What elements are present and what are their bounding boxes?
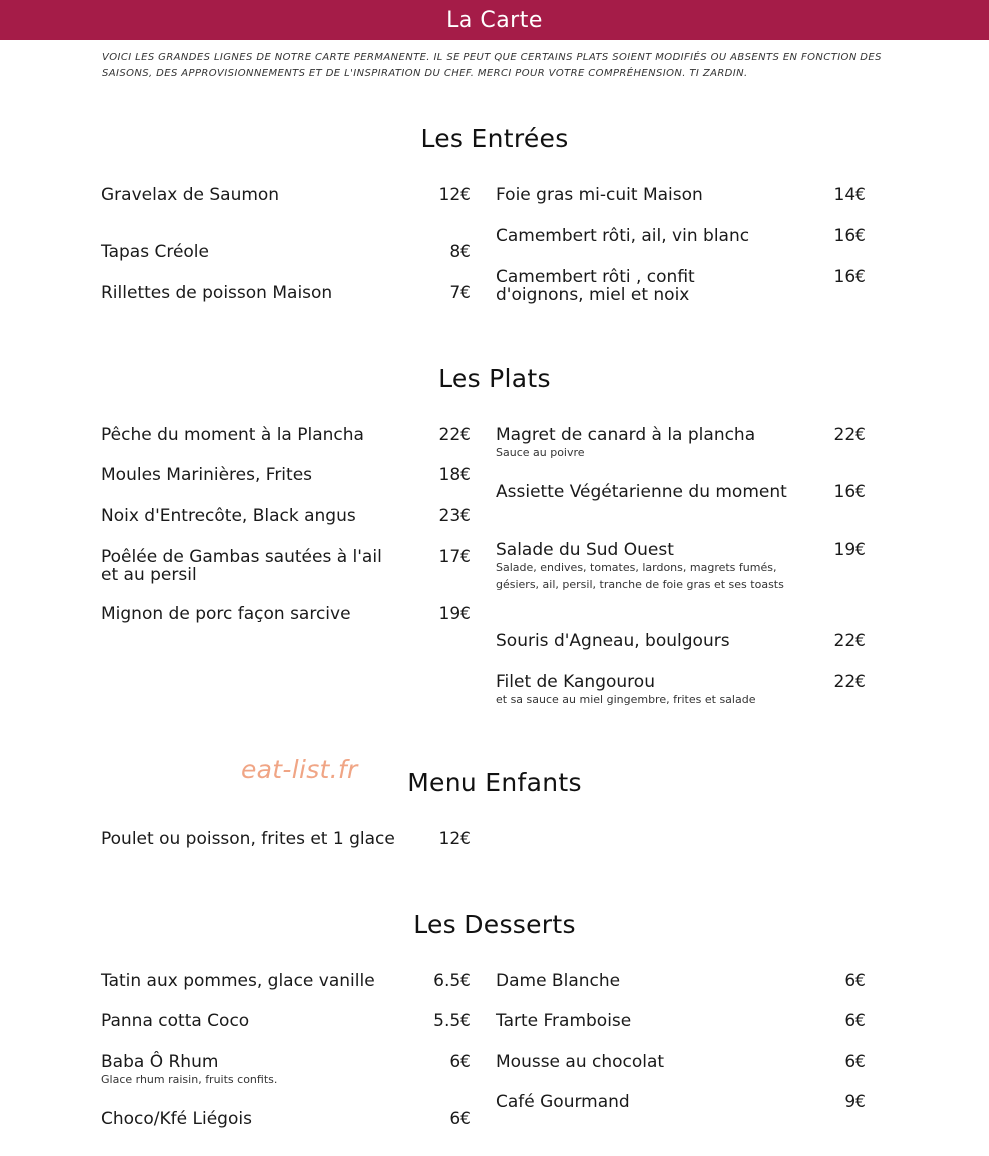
item-price: 14€	[833, 185, 866, 205]
item-price: 23€	[438, 506, 471, 526]
item-price: 22€	[833, 672, 866, 692]
item-name: Pêche du moment à la Plancha	[101, 425, 364, 445]
item-description: Sauce au poivre	[496, 446, 585, 459]
menu-item	[101, 466, 401, 484]
item-name: Tarte Framboise	[496, 1011, 632, 1031]
item-name: Camembert rôti , confit d'oignons, miel et noix	[496, 267, 695, 305]
menu-item	[496, 632, 796, 650]
item-description: Glace rhum raisin, fruits confits.	[101, 1073, 278, 1086]
section-title-entrees: Les Entrées	[420, 124, 569, 153]
item-name: Poêlée de Gambas sautées à l'ail et au persil	[101, 547, 382, 585]
item-price: 6€	[449, 1052, 471, 1072]
item-price: 12€	[438, 185, 471, 205]
menu-item	[101, 426, 401, 444]
item-price: 18€	[438, 465, 471, 485]
item-price: 6€	[844, 971, 866, 991]
item-price: 22€	[833, 425, 866, 445]
item-name: Salade du Sud Ouest	[496, 540, 674, 560]
menu-item	[496, 1053, 796, 1071]
item-price: 22€	[833, 631, 866, 651]
menu-header-banner	[0, 0, 989, 40]
item-price: 22€	[438, 425, 471, 445]
item-name: Foie gras mi-cuit Maison	[496, 185, 703, 205]
watermark-logo: eat-list.fr	[241, 755, 358, 784]
item-name: Tapas Créole	[101, 242, 209, 262]
item-price: 16€	[833, 482, 866, 502]
item-price: 19€	[438, 604, 471, 624]
item-price: 6€	[449, 1109, 471, 1129]
menu-item	[101, 830, 401, 848]
menu-item	[101, 186, 401, 204]
item-price: 16€	[833, 226, 866, 246]
menu-item	[101, 1053, 401, 1088]
item-price: 6€	[844, 1052, 866, 1072]
menu-item	[101, 284, 401, 302]
item-name: Café Gourmand	[496, 1092, 630, 1112]
item-name: Souris d'Agneau, boulgours	[496, 631, 730, 651]
menu-item	[496, 483, 796, 501]
item-name: Gravelax de Saumon	[101, 185, 280, 205]
menu-item	[101, 507, 401, 525]
section-title-enfants: Menu Enfants	[407, 768, 582, 797]
item-price: 17€	[438, 547, 471, 567]
item-name: Choco/Kfé Liégois	[101, 1109, 252, 1129]
item-description: et sa sauce au miel gingembre, frites et salade	[496, 693, 756, 706]
menu-item	[496, 1093, 796, 1111]
menu-item	[496, 186, 796, 204]
item-price: 8€	[449, 242, 471, 262]
menu-item	[101, 548, 396, 584]
menu-item	[101, 972, 401, 990]
section-title-plats: Les Plats	[438, 364, 551, 393]
menu-item	[101, 1012, 401, 1030]
menu-item	[496, 673, 806, 708]
menu-item	[496, 541, 788, 593]
menu-item	[496, 426, 796, 461]
intro-text: VOICI LES GRANDES LIGNES DE NOTRE CARTE PERMANENTE. IL SE PEUT QUE CERTAINS PLATS SOIENT MODIFIÉS OU ABSENTS EN FONCTION DES SAISONS, DES APPROVISIONNEMENTS ET DE L'INSPIRATION DU CHEF. MERCI POUR VOTRE COMPRÉHENSION. TI ZARDIN.	[102, 52, 882, 79]
item-price: 12€	[438, 829, 471, 849]
menu-title: La Carte	[446, 7, 543, 33]
item-name: Poulet ou poisson, frites et 1 glace	[101, 829, 395, 849]
menu-item	[101, 605, 401, 623]
item-price: 7€	[449, 283, 471, 303]
item-name: Panna cotta Coco	[101, 1011, 250, 1031]
item-name: Tatin aux pommes, glace vanille	[101, 971, 375, 991]
menu-item	[496, 1012, 796, 1030]
item-price: 6.5€	[433, 971, 471, 991]
item-name: Filet de Kangourou	[496, 672, 655, 692]
item-price: 5.5€	[433, 1011, 471, 1031]
item-name: Mignon de porc façon sarcive	[101, 604, 351, 624]
item-name: Baba Ô Rhum	[101, 1052, 219, 1072]
menu-item	[496, 268, 786, 304]
menu-item	[101, 243, 401, 261]
item-name: Assiette Végétarienne du moment	[496, 482, 787, 502]
menu-item	[496, 227, 796, 245]
item-price: 19€	[833, 540, 866, 560]
item-name: Magret de canard à la plancha	[496, 425, 756, 445]
item-name: Dame Blanche	[496, 971, 621, 991]
item-name: Camembert rôti, ail, vin blanc	[496, 226, 750, 246]
item-name: Noix d'Entrecôte, Black angus	[101, 506, 356, 526]
menu-item	[496, 972, 796, 990]
menu-item	[101, 1110, 401, 1128]
item-price: 16€	[833, 267, 866, 287]
section-title-desserts: Les Desserts	[413, 910, 576, 939]
item-price: 6€	[844, 1011, 866, 1031]
item-name: Rillettes de poisson Maison	[101, 283, 333, 303]
item-description: Salade, endives, tomates, lardons, magrets fumés, gésiers, ail, persil, tranche de foie gras et ses toasts	[496, 561, 784, 591]
item-name: Moules Marinières, Frites	[101, 465, 313, 485]
item-name: Mousse au chocolat	[496, 1052, 665, 1072]
item-price: 9€	[844, 1092, 866, 1112]
